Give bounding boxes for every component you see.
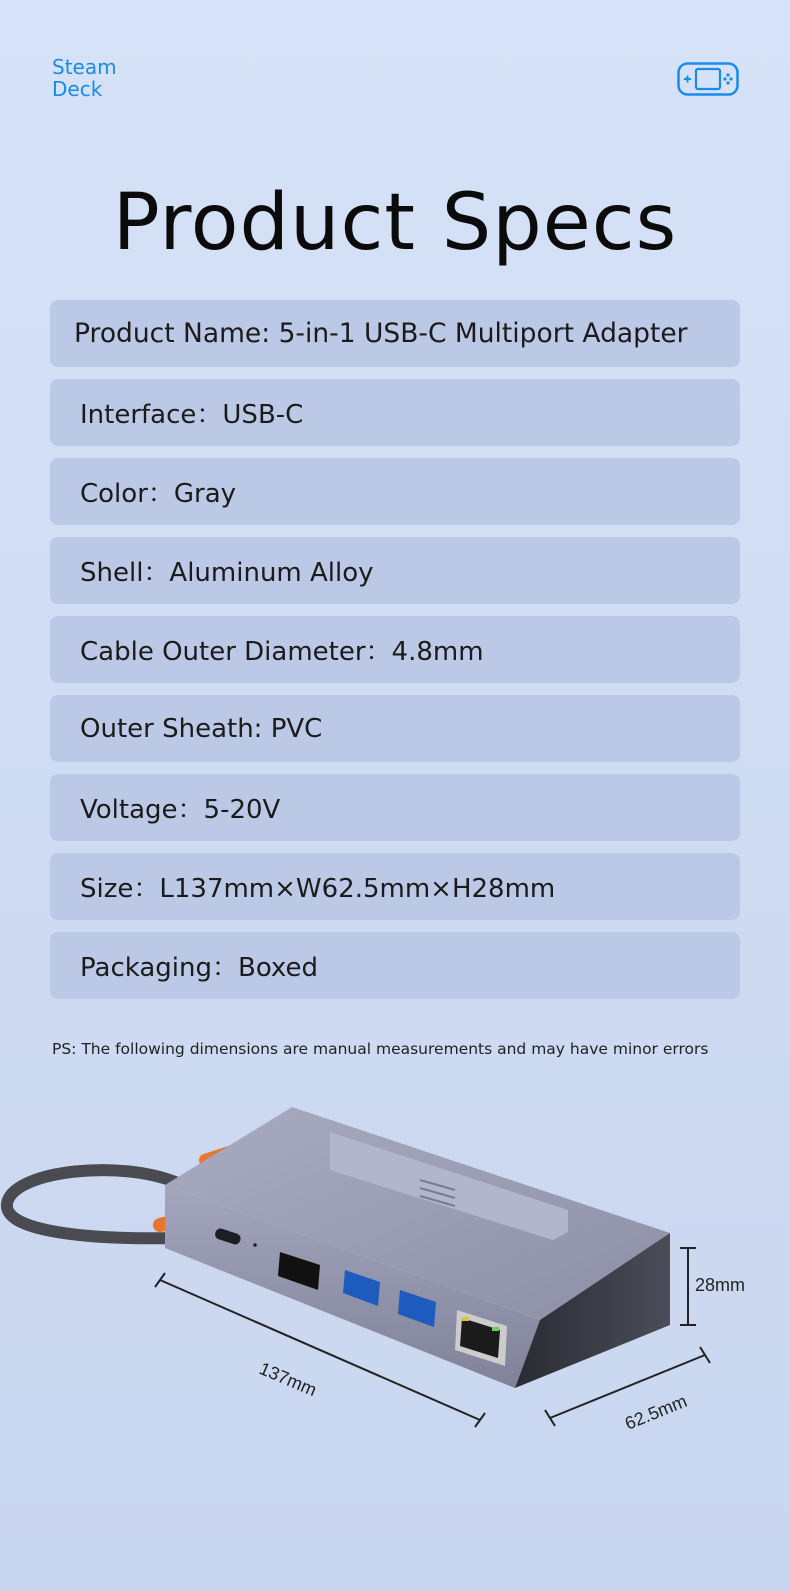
adapter-body	[165, 1107, 670, 1388]
spec-row-voltage: Voltage：5-20V	[50, 774, 740, 841]
product-illustration	[0, 1100, 790, 1480]
length-label: 137mm	[256, 1358, 320, 1401]
spec-list	[50, 300, 740, 1011]
spec-row-outer-sheath: Outer Sheath: PVC	[50, 695, 740, 762]
width-label: 62.5mm	[622, 1390, 690, 1434]
spec-row-product-name: Product Name: 5-in-1 USB-C Multiport Adapter	[50, 300, 740, 367]
page-title: Product Specs	[112, 178, 678, 268]
spec-row-color: Color：Gray	[50, 458, 740, 525]
brand-logo	[52, 56, 117, 100]
spec-row-shell: Shell：Aluminum Alloy	[50, 537, 740, 604]
spec-row-size: Size：L137mm×W62.5mm×H28mm	[50, 853, 740, 920]
handheld-console-icon	[677, 62, 739, 96]
spec-row-interface: Interface：USB-C	[50, 379, 740, 446]
spec-row-packaging: Packaging：Boxed	[50, 932, 740, 999]
spec-row-cable-diameter: Cable Outer Diameter：4.8mm	[50, 616, 740, 683]
measurement-note: PS: The following dimensions are manual measurements and may have minor errors	[52, 1040, 709, 1058]
brand-line-1: Steam	[52, 55, 117, 79]
brand-line-2: Deck	[52, 77, 103, 101]
height-label: 28mm	[695, 1275, 746, 1295]
